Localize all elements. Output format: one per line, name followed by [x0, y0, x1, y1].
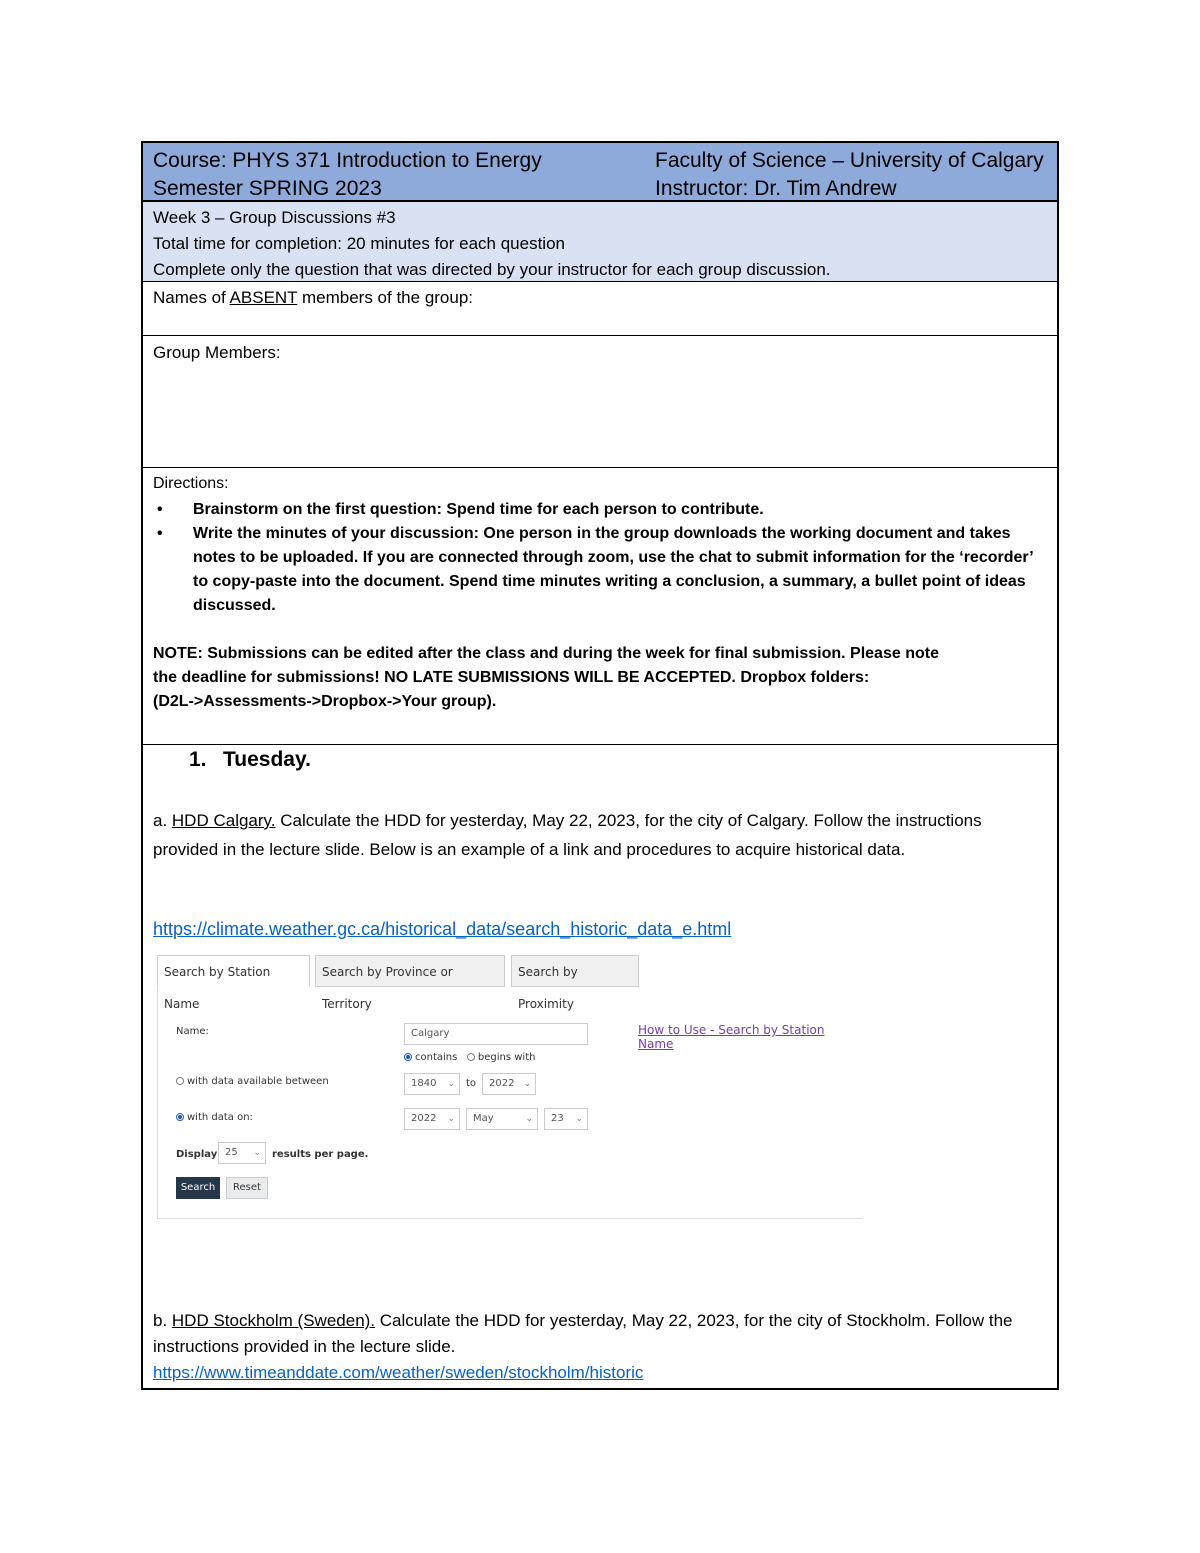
- faculty: Faculty of Science – University of Calgary: [655, 149, 1044, 172]
- search-button[interactable]: Search: [176, 1177, 220, 1199]
- directions-label: Directions:: [153, 475, 229, 492]
- directions-list: [153, 498, 1047, 618]
- absent-suffix: members of the group:: [297, 288, 474, 307]
- complete-info: Complete only the question that was directed by your instructor for each group discussion.: [153, 260, 831, 279]
- search-panel: [157, 986, 863, 1219]
- question-a-text: Calculate the HDD for yesterday, May 22, 2023, for the city of Calgary. Follow the instructions provided in the lecture slide. Below is an example of a link and procedures to acquire historical data.: [153, 811, 982, 859]
- absent-word: ABSENT: [229, 288, 298, 307]
- name-label: Name:: [176, 1026, 209, 1037]
- submission-note: NOTE: Submissions can be edited after the class and during the week for final submission. Please note the deadline for submissions! NO LATE SUBMISSIONS WILL BE ACCEPTED. Dropbox folders: (D2L->Assessments->Dropbox->Your group).: [153, 645, 939, 710]
- directions-item: • Brainstorm on the first question: Spend time for each person to contribute.: [193, 498, 1047, 522]
- question-b-text: Calculate the HDD for yesterday, May 22, 2023, for the city of Stockholm. Follow the instructions provided in the lecture slide.: [153, 1311, 1013, 1356]
- contains-radio[interactable]: [404, 1053, 412, 1061]
- howto-link[interactable]: How to Use - Search by Station Name: [638, 1023, 825, 1051]
- instructor: Instructor: Dr. Tim Andrew: [655, 177, 897, 200]
- group-members-label: Group Members:: [153, 343, 281, 362]
- chevron-down-icon: ⌄: [447, 1079, 455, 1089]
- directions-row: [143, 468, 1057, 745]
- group-members-row: [143, 336, 1057, 468]
- range-option: with data available between: [176, 1076, 329, 1087]
- question-b-title: HDD Stockholm (Sweden).: [171, 1311, 376, 1330]
- directions-item: • Write the minutes of your discussion: One person in the group downloads the working document and takes notes to be uploaded. If you are connected through zoom, use the chat to submit information for the ‘recorder’ to copy-paste into the document. Spend time minutes writing a conclusion, a summary, a bullet point of ideas discussed.: [193, 522, 1047, 618]
- week-title: Week 3 – Group Discussions #3: [153, 208, 396, 227]
- absent-prefix: Names of: [153, 288, 230, 307]
- course-info: [153, 147, 542, 203]
- bullet-icon: •: [157, 501, 163, 518]
- on-month-select[interactable]: May ⌄: [466, 1108, 538, 1130]
- question-row: [143, 745, 1057, 1388]
- bullet-icon: •: [157, 525, 163, 542]
- tab-proximity[interactable]: Search by Proximity: [511, 955, 639, 987]
- on-year-select[interactable]: 2022 ⌄: [404, 1108, 460, 1130]
- course-header: [143, 143, 1057, 202]
- tab-province[interactable]: Search by Province or Territory: [315, 955, 505, 987]
- timeanddate-link[interactable]: https://www.timeanddate.com/weather/sweden/stockholm/historic: [153, 1363, 644, 1382]
- begins-radio[interactable]: [467, 1053, 475, 1061]
- chevron-down-icon: ⌄: [447, 1114, 455, 1124]
- climate-weather-link[interactable]: https://climate.weather.gc.ca/historical_data/search_historic_data_e.html: [153, 919, 732, 939]
- document-table: [141, 141, 1059, 1390]
- station-name-input[interactable]: Calgary: [404, 1023, 588, 1045]
- question-a: a. HDD Calgary. Calculate the HDD for yesterday, May 22, 2023, for the city of Calgary. Follow the instructions provided in the lecture slide. Below is an example of a link and procedures to acquire historical data.: [153, 811, 982, 859]
- display-select[interactable]: 25 ⌄: [218, 1142, 266, 1164]
- course-title: Course: PHYS 371 Introduction to Energy: [153, 149, 542, 172]
- match-options: contains begins with: [404, 1052, 535, 1063]
- on-day-select[interactable]: 23 ⌄: [544, 1108, 588, 1130]
- tab-station-name[interactable]: Search by Station Name: [157, 955, 310, 987]
- reset-button[interactable]: Reset: [226, 1177, 268, 1199]
- question-heading: [189, 748, 311, 772]
- question-b: b. HDD Stockholm (Sweden). Calculate the HDD for yesterday, May 22, 2023, for the city of Stockholm. Follow the instructions provided in the lecture slide. https://www.timeanddate.com/weather/sweden/stockholm/historic: [153, 1311, 1013, 1382]
- per-page-label: results per page.: [272, 1149, 369, 1160]
- chevron-down-icon: ⌄: [575, 1114, 583, 1124]
- station-search-form-screenshot: [157, 955, 863, 1219]
- discussion-info: [143, 202, 1057, 282]
- on-date-option: with data on:: [176, 1112, 253, 1123]
- chevron-down-icon: ⌄: [525, 1114, 533, 1124]
- faculty-info: [655, 147, 1044, 203]
- question-title: Tuesday.: [223, 748, 311, 771]
- time-info: Total time for completion: 20 minutes for each question: [153, 234, 565, 253]
- question-number: 1.: [189, 748, 207, 771]
- question-a-title: HDD Calgary.: [171, 811, 276, 830]
- display-label: Display: [176, 1149, 218, 1160]
- range-to-select[interactable]: 2022 ⌄: [482, 1073, 536, 1095]
- chevron-down-icon: ⌄: [253, 1148, 261, 1158]
- chevron-down-icon: ⌄: [523, 1079, 531, 1089]
- absent-members-row: [143, 282, 1057, 336]
- range-to-label: to: [466, 1078, 477, 1089]
- range-radio[interactable]: [176, 1077, 184, 1085]
- semester: Semester SPRING 2023: [153, 177, 382, 200]
- on-date-radio[interactable]: [176, 1113, 184, 1121]
- range-from-select[interactable]: 1840 ⌄: [404, 1073, 460, 1095]
